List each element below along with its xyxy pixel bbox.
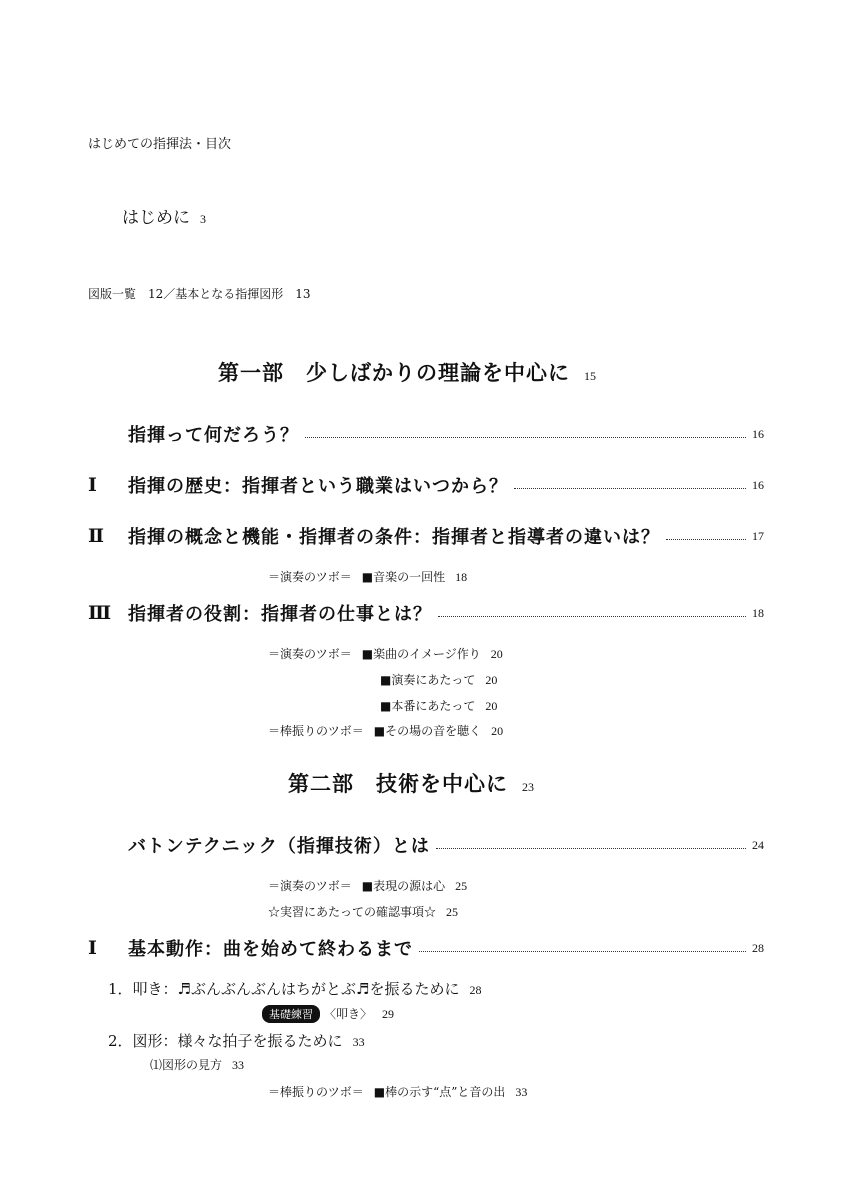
- tip-page: 20: [485, 699, 498, 713]
- tip-item: ■音楽の一回性: [361, 570, 446, 584]
- exercise-page: 29: [382, 1007, 395, 1021]
- tip-p1-ch2[interactable]: [268, 568, 467, 585]
- part2-page: 23: [522, 780, 534, 794]
- chapter-page: 16: [752, 426, 764, 441]
- part2-title: 第二部 技術を中心に: [288, 771, 508, 796]
- tip-label: ＝演奏のツボ＝: [268, 570, 352, 584]
- intro-page: 3: [200, 212, 206, 226]
- tip-p1-ch3-item-3[interactable]: [380, 697, 497, 714]
- chapter-title: 指揮って何だろう？: [128, 425, 299, 446]
- exercise-text: 〈叩き〉: [324, 1007, 373, 1021]
- subsection-title: ⑴図形の見方: [150, 1058, 223, 1072]
- tip-label: ＝棒振りのツボ＝: [268, 724, 364, 738]
- chapter-title: 指揮者の役割：指揮者の仕事とは？: [128, 604, 432, 625]
- tip-item: ■演奏にあたって: [380, 673, 476, 687]
- document-title: はじめての指揮法・目次: [88, 137, 232, 152]
- chapter-title: バトンテクニック（指揮技術）とは: [128, 836, 430, 857]
- tip-item: ■その場の音を聴く: [373, 724, 482, 738]
- check-items-page: 25: [446, 905, 459, 919]
- tip-item: ■本番にあたって: [380, 699, 476, 713]
- intro-label: はじめに: [122, 208, 190, 228]
- tip-p2-intro[interactable]: [268, 877, 467, 894]
- chapter-page: 18: [752, 605, 764, 620]
- tip-p1-ch3-item-2[interactable]: [380, 671, 497, 688]
- dot-leader: [666, 537, 746, 540]
- roman-numeral: Ⅰ: [88, 474, 97, 496]
- tip-label: ＝棒振りのツボ＝: [268, 1085, 364, 1099]
- part-heading-1[interactable]: [218, 357, 596, 387]
- chapter-page: 24: [752, 837, 764, 852]
- check-items-entry[interactable]: [268, 903, 458, 920]
- tip-page: 18: [455, 570, 468, 584]
- exercise-entry[interactable]: [262, 1005, 394, 1023]
- section-title: 叩き：♬ぶんぶんぶんはちがとぶ♬を振るために: [132, 980, 460, 998]
- roman-numeral: Ⅲ: [88, 602, 112, 624]
- toc-entry-p2-ch1-s2[interactable]: [108, 1030, 365, 1051]
- section-title: 図形：様々な拍子を振るために: [132, 1032, 343, 1050]
- dot-leader: [514, 486, 746, 489]
- chapter-title: 指揮の歴史：指揮者という職業はいつから？: [128, 476, 508, 497]
- tip-p1-ch3-label-row[interactable]: [268, 645, 503, 662]
- check-items-text: ☆実習にあたっての確認事項☆: [268, 905, 437, 919]
- part-heading-2[interactable]: [288, 768, 534, 798]
- exercise-badge: 基礎練習: [262, 1005, 320, 1023]
- toc-entry-p1-ch2[interactable]: [88, 523, 764, 549]
- roman-numeral: Ⅱ: [88, 525, 105, 547]
- dot-leader: [305, 435, 746, 438]
- chapter-page: 16: [752, 477, 764, 492]
- section-number: 2．: [108, 1032, 133, 1050]
- toc-entry-p2-ch1-s2-sub[interactable]: [150, 1056, 244, 1073]
- toc-entry-p2-ch1[interactable]: [88, 935, 764, 961]
- tip-page: 20: [491, 724, 504, 738]
- part1-title: 第一部 少しばかりの理論を中心に: [218, 360, 570, 385]
- tip-label: ＝演奏のツボ＝: [268, 879, 352, 893]
- tip-item: ■棒の示す“点”と音の出: [373, 1085, 506, 1099]
- dot-leader: [436, 846, 746, 849]
- chapter-title: 指揮の概念と機能・指揮者の条件：指揮者と指導者の違いは？: [128, 527, 660, 548]
- dot-leader: [419, 949, 746, 952]
- dot-leader: [438, 614, 746, 617]
- chapter-title: 基本動作：曲を始めて終わるまで: [128, 939, 413, 960]
- tip-item: ■楽曲のイメージ作り: [361, 647, 481, 661]
- tip-item: ■表現の源は心: [361, 879, 446, 893]
- toc-entry-intro[interactable]: [122, 203, 206, 228]
- toc-entry-figures[interactable]: 図版一覧 12／基本となる指揮図形 13: [88, 287, 311, 301]
- chapter-page: 17: [752, 528, 764, 543]
- toc-entry-p2-intro[interactable]: [88, 832, 764, 858]
- toc-entry-p1-ch3[interactable]: [88, 600, 764, 626]
- tip-page: 33: [515, 1085, 528, 1099]
- tip-p2-ch1-s2[interactable]: [268, 1083, 527, 1100]
- tip-page: 20: [490, 647, 503, 661]
- tip-page: 25: [455, 879, 468, 893]
- toc-entry-p2-ch1-s1[interactable]: [108, 978, 481, 999]
- roman-numeral: Ⅰ: [88, 937, 97, 959]
- tip-label: ＝演奏のツボ＝: [268, 647, 352, 661]
- toc-entry-p1-ch1[interactable]: [88, 472, 764, 498]
- tip-page: 20: [485, 673, 498, 687]
- chapter-page: 28: [752, 940, 764, 955]
- section-number: 1．: [108, 980, 133, 998]
- toc-entry-p1-intro[interactable]: [88, 421, 764, 447]
- section-page: 28: [469, 983, 482, 997]
- subsection-page: 33: [232, 1058, 245, 1072]
- section-page: 33: [352, 1035, 365, 1049]
- tip-p1-ch3-baton[interactable]: [268, 722, 503, 739]
- part1-page: 15: [584, 369, 596, 383]
